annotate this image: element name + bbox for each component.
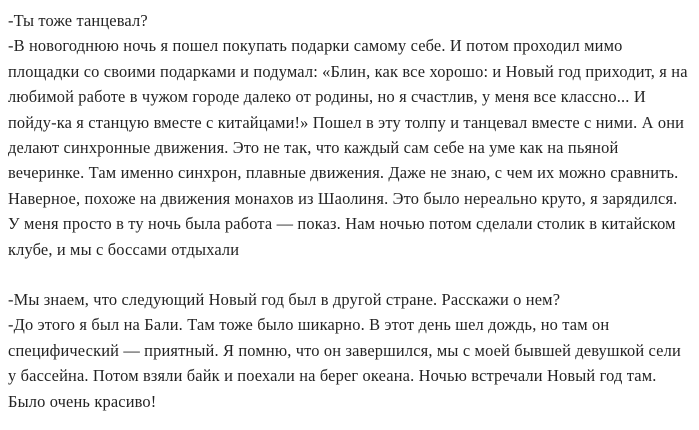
interview-answer-2: -До этого я был на Бали. Там тоже было шикарно. В этот день шел дождь, но там он специфический — приятный. Я помню, что он завершился, мы с моей бывшей девушкой сели у бассейна. Потом взяли байк и поехали на берег океана. Ночью встречали Новый год там. Было очень красиво! (8, 315, 686, 411)
interview-question-2: -Мы знаем, что следующий Новый год был в другой стране. Расскажи о нем? (8, 290, 561, 310)
paragraph-spacer (8, 262, 689, 287)
interview-answer-1: -В новогоднюю ночь я пошел покупать подарки самому себе. И потом проходил мимо площадки со своими подарками и подумал: «Блин, как все хорошо: и Новый год приходит, я на любимой работе в чужом городе далеко от родины, но я счастлив, у меня все классно... И пойду-ка я станцую вместе с китайцами!» Пошел в эту толпу и танцевал вместе с ними. А они делают синхронные движения. Это не так, что каждый сам себе на уме как на пьяной вечеринке. Там именно синхрон, плавные движения. Даже не знаю, с чем их можно сравнить. Наверное, похоже на движения монахов из Шаолиня. Это было нереально круто, я зарядился. У меня просто в ту ночь была работа — показ. Нам ночью потом сделали столик в китайском клубе, и мы с боссами отдыхали (8, 36, 692, 259)
interview-question-1: -Ты тоже танцевал? (8, 11, 148, 30)
